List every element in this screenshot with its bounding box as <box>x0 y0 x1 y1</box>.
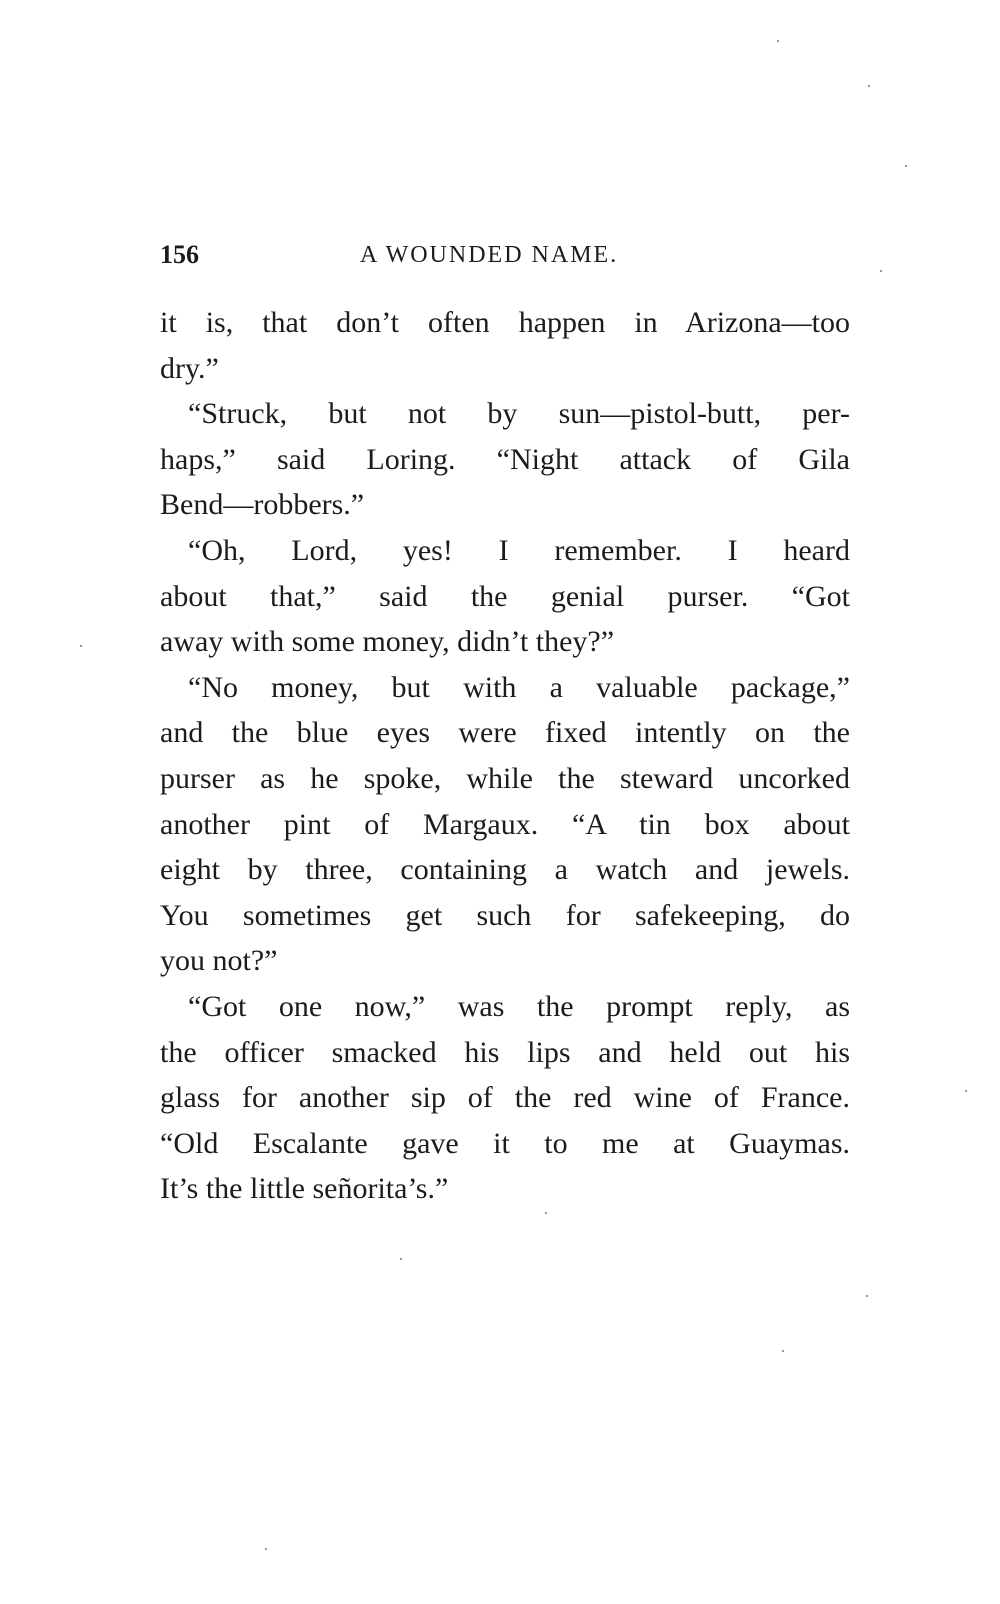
scan-speck <box>400 1258 402 1260</box>
text-line: glass for another sip of the red wine of France. <box>160 1081 850 1115</box>
scan-speck <box>868 85 870 87</box>
text-line: “Got one now,” was the prompt reply, as <box>188 989 850 1023</box>
scan-speck <box>866 1295 868 1297</box>
text-line: you not?” <box>160 944 278 978</box>
text-line: “Oh, Lord, yes! I remember. I heard <box>188 533 850 567</box>
text-line: “No money, but with a valuable package,” <box>188 670 850 704</box>
text-line: eight by three, containing a watch and jewels. <box>160 853 850 887</box>
running-head <box>160 240 860 280</box>
text-line: It’s the little señorita’s.” <box>160 1172 449 1206</box>
running-title: A WOUNDED NAME. <box>360 242 619 268</box>
scan-speck <box>905 165 907 167</box>
page-number: 156 <box>160 240 199 269</box>
scan-speck <box>545 1212 547 1214</box>
text-line: and the blue eyes were fixed intently on the <box>160 716 850 750</box>
text-line: it is, that don’t often happen in Arizona—too <box>160 306 850 339</box>
scan-speck <box>880 270 882 272</box>
text-line: Bend—robbers.” <box>160 488 365 522</box>
scan-speck <box>80 645 82 647</box>
text-line: another pint of Margaux. “A tin box about <box>160 807 850 841</box>
text-line: haps,” said Loring. “Night attack of Gila <box>160 442 850 476</box>
scan-speck <box>265 1548 267 1550</box>
scan-speck <box>777 40 779 42</box>
scan-speck <box>782 1350 784 1352</box>
text-line: “Struck, but not by sun—pistol-butt, per- <box>188 397 850 431</box>
text-line: dry.” <box>160 351 219 385</box>
text-line: purser as he spoke, while the steward uncorked <box>160 761 850 795</box>
text-line: You sometimes get such for safekeeping, do <box>160 898 850 932</box>
text-line: away with some money, didn’t they?” <box>160 625 615 659</box>
text-line: about that,” said the genial purser. “Got <box>160 579 850 613</box>
text-line: “Old Escalante gave it to me at Guaymas. <box>160 1126 850 1160</box>
scan-speck <box>965 1090 967 1092</box>
text-line: the officer smacked his lips and held out his <box>160 1035 850 1069</box>
body-text <box>160 300 850 1212</box>
